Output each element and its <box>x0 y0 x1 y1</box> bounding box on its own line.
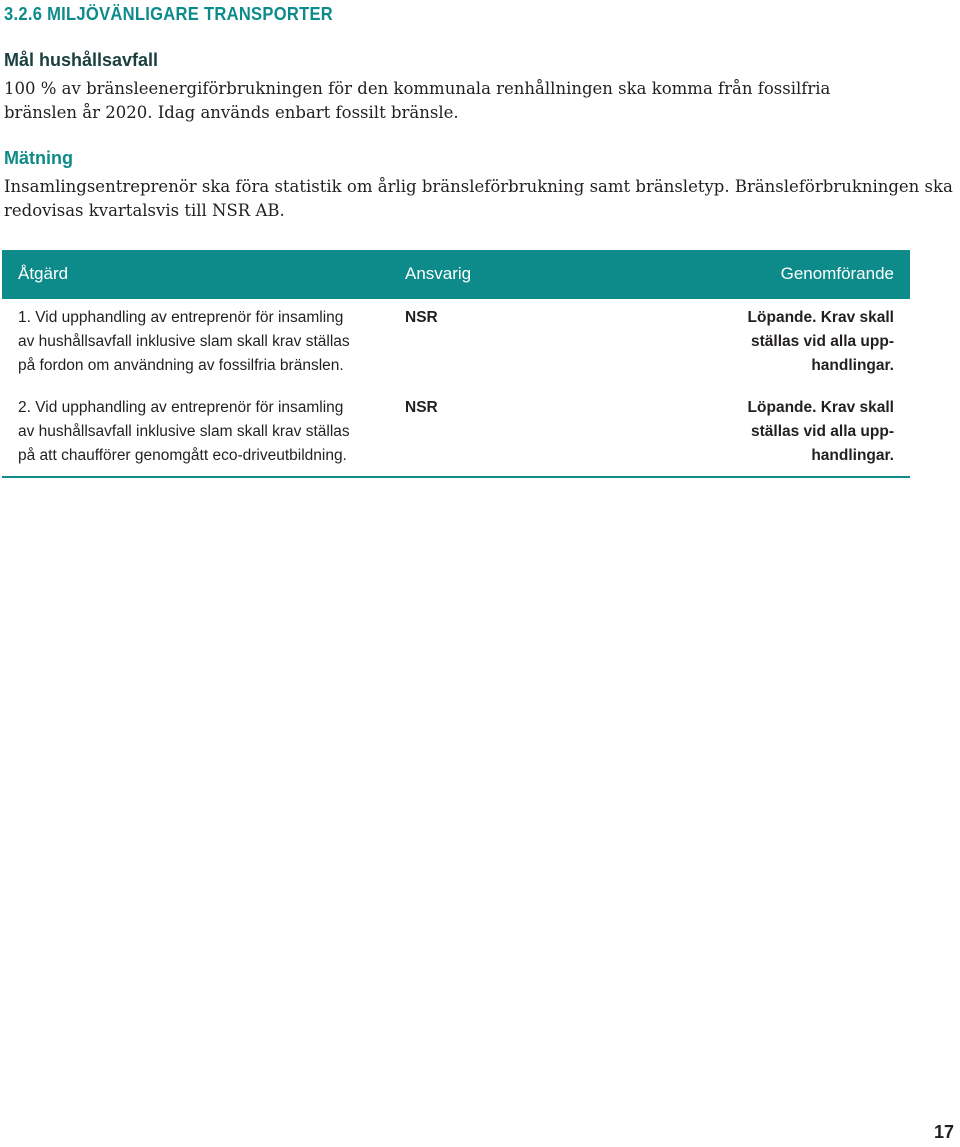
action-table <box>2 250 910 478</box>
table-header <box>2 250 910 299</box>
measurement-paragraph <box>4 175 953 223</box>
implementation-line: Löpande. Krav skall <box>747 309 894 326</box>
implementation-cell <box>714 306 894 378</box>
responsible-cell: NSR <box>405 309 438 326</box>
responsible-cell: NSR <box>405 399 438 416</box>
goal-line: 100 % av bränsleenergiförbrukningen för den kommunala renhållningen ska komma från fossilfria <box>4 79 831 98</box>
section-title: 3.2.6 MILJÖVÄNLIGARE TRANSPORTER <box>4 4 334 24</box>
implementation-cell <box>714 396 894 468</box>
action-line: på att chaufförer genomgått eco-driveutbildning. <box>18 447 347 464</box>
table-row <box>2 306 910 396</box>
goal-line: bränslen år 2020. Idag används enbart fossilt bränsle. <box>4 103 459 122</box>
action-line: 2. Vid upphandling av entreprenör för insamling <box>18 399 344 416</box>
action-line: på fordon om användning av fossilfria bränslen. <box>18 357 344 374</box>
measurement-heading: Mätning <box>4 148 73 168</box>
goal-paragraph <box>4 77 924 125</box>
measurement-line: redovisas kvartalsvis till NSR AB. <box>4 201 285 220</box>
action-cell <box>18 396 388 468</box>
goal-heading: Mål hushållsavfall <box>4 50 159 70</box>
action-cell <box>18 306 388 378</box>
page-number: 17 <box>933 1122 954 1142</box>
action-line: av hushållsavfall inklusive slam skall krav ställas <box>18 333 350 350</box>
implementation-line: ställas vid alla upp- <box>751 333 894 350</box>
action-line: av hushållsavfall inklusive slam skall krav ställas <box>18 423 350 440</box>
table-row <box>2 396 910 478</box>
implementation-line: handlingar. <box>811 357 894 374</box>
implementation-line: Löpande. Krav skall <box>747 399 894 416</box>
header-responsible: Ansvarig <box>405 264 472 283</box>
action-line: 1. Vid upphandling av entreprenör för insamling <box>18 309 344 326</box>
implementation-line: ställas vid alla upp- <box>751 423 894 440</box>
header-action: Åtgärd <box>18 264 69 283</box>
implementation-line: handlingar. <box>811 447 894 464</box>
header-implementation: Genomförande <box>780 264 894 283</box>
measurement-line: Insamlingsentreprenör ska föra statistik om årlig bränsleförbrukning samt bränsletyp. Bränsleförbrukningen ska <box>4 177 953 196</box>
